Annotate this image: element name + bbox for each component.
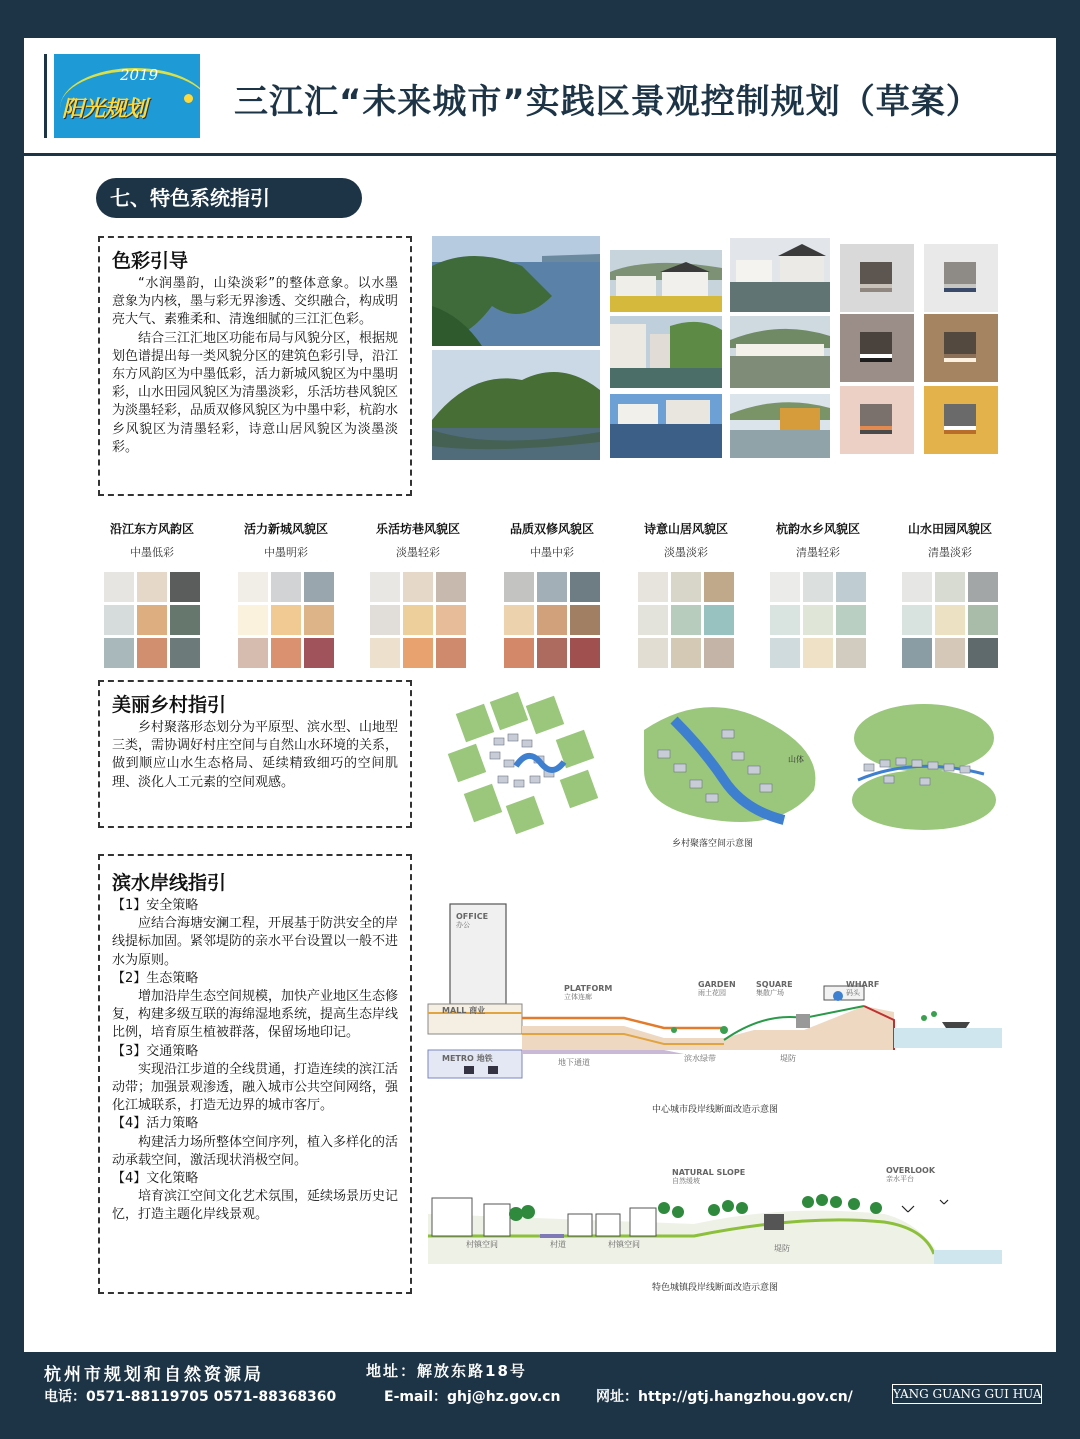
color-swatch: [803, 638, 833, 668]
color-swatch: [704, 638, 734, 668]
zone-swatch-grid: [104, 572, 200, 668]
mountain-label: 山体: [788, 755, 804, 764]
town-section-caption: 特色城镇段岸线断面改造示意图: [652, 1283, 779, 1293]
color-swatch: [370, 638, 400, 668]
village-diagrams: [444, 690, 1004, 838]
platform-label: [564, 984, 612, 1002]
strategy-body: 应结合海塘安澜工程，开展基于防洪安全的岸线提标加固。紧邻堤防的亲水平台设置以一般不进水为原则。: [112, 916, 399, 968]
hill-village-diagram: [852, 704, 996, 830]
zone-subtitle: 清墨轻彩: [796, 546, 840, 559]
color-swatch: [537, 572, 567, 602]
village-para: 乡村聚落形态划分为平原型、滨水型、山地型三类，需协调好村庄空间与自然山水环境的关系，做到顺应山水生态格局、延续精致细巧的空间肌理、淡化人工元素的空间观感。: [112, 720, 399, 790]
section-title: 七、特色系统指引: [96, 178, 362, 218]
overlook-cn: 亲水平台: [886, 1175, 914, 1183]
color-swatch: [304, 572, 334, 602]
color-swatch: [304, 638, 334, 668]
color-swatch: [370, 605, 400, 635]
waterside-village-diagram: [644, 707, 815, 822]
color-swatch: [271, 572, 301, 602]
color-swatch: [170, 638, 200, 668]
square-en: SQUARE: [756, 980, 793, 989]
footer-website[interactable]: 网址：http://gtj.hangzhou.gov.cn/: [596, 1389, 853, 1405]
color-swatch: [403, 572, 433, 602]
zone-swatch-grid: [238, 572, 334, 668]
garden-cn: 雨土花园: [698, 989, 726, 997]
color-swatch: [104, 605, 134, 635]
mall-en: MALL: [442, 1006, 467, 1015]
zone-swatch-grid: [638, 572, 734, 668]
square-cn: 集散广场: [756, 989, 784, 997]
color-swatch: [137, 572, 167, 602]
color-swatch: [770, 572, 800, 602]
color-swatch: [704, 605, 734, 635]
color-swatch: [436, 638, 466, 668]
color-swatch: [671, 638, 701, 668]
logo-name: 阳光规划: [62, 97, 147, 122]
color-swatch: [537, 605, 567, 635]
village-space-label: 村镇空间: [466, 1240, 498, 1249]
zone-subtitle: 中墨低彩: [130, 546, 174, 559]
village-photo-2: [730, 238, 830, 312]
village-photo-1: [610, 250, 722, 312]
wharf-en: WHARF: [846, 980, 880, 989]
village-diagram-caption: 乡村聚落空间示意图: [672, 839, 754, 849]
color-swatch: [238, 605, 268, 635]
palette-card: [924, 244, 998, 312]
color-swatch: [902, 638, 932, 668]
footer-phone: 电话：0571-88119705 0571-88368360: [44, 1389, 337, 1405]
waterfront-heading: 滨水岸线指引: [112, 872, 227, 894]
color-swatch: [104, 638, 134, 668]
footer-email[interactable]: E-mail：ghj@hz.gov.cn: [384, 1389, 561, 1405]
zone-swatch-grid: [370, 572, 466, 668]
zone-subtitle: 清墨淡彩: [928, 546, 972, 559]
village-heading: 美丽乡村指引: [112, 694, 227, 716]
waterfront-box: [98, 854, 412, 1294]
platform-cn: 立体连廊: [564, 993, 592, 1001]
palette-card: [924, 314, 998, 382]
color-swatch: [304, 605, 334, 635]
poster-sheet: [24, 38, 1056, 1352]
strategy-heading: 【3】交通策略: [112, 1043, 199, 1059]
waterfront-items: [112, 897, 398, 1225]
color-swatch: [170, 572, 200, 602]
color-swatch: [770, 605, 800, 635]
village-photo-6: [730, 394, 830, 458]
color-swatch: [504, 572, 534, 602]
color-guide-para2: 结合三江汇地区功能布局与风貌分区，根据规划色谱提出每一类风貌分区的建筑色彩引导，沿江东方风韵区为中墨低彩，活力新城风貌区为中墨明彩，山水田园风貌区为清墨淡彩，乐活坊巷风貌区为淡墨轻彩，品质双修风貌区为中墨中彩，杭韵水乡风貌区为清墨轻彩，诗意山居风貌区为淡墨淡彩。: [112, 330, 399, 455]
color-swatch: [537, 638, 567, 668]
strategy-body: 构建活力场所整体空间序列，植入多样化的活动承载空间，激活现状消极空间。: [112, 1134, 399, 1168]
zone-subtitle: 中墨中彩: [530, 546, 574, 559]
village-photo-4: [730, 316, 830, 388]
zone-subtitle: 淡墨轻彩: [396, 546, 440, 559]
header-divider: [44, 54, 47, 138]
palette-card: [840, 386, 914, 454]
color-swatch: [137, 605, 167, 635]
village-box: [98, 680, 412, 828]
color-swatch: [436, 572, 466, 602]
dike-label-2: 堤防: [774, 1244, 790, 1253]
overlook-label: [886, 1166, 935, 1184]
color-swatch: [638, 638, 668, 668]
dike-label-1: 堤防: [780, 1054, 796, 1063]
strategy-body: 实现沿江步道的全线贯通，打造连续的滨江活动带；加强景观渗透，融入城市公共空间网络，强化江城联系，打造无边界的城市客厅。: [112, 1061, 399, 1114]
wharf-label: [846, 980, 879, 998]
metro-cn: 地铁: [476, 1054, 493, 1063]
color-swatch: [770, 638, 800, 668]
footer: [0, 1356, 1080, 1439]
footer-org: 杭州市规划和自然资源局: [44, 1365, 264, 1385]
color-swatch: [104, 572, 134, 602]
color-guide-para1: “水润墨韵，山染淡彩”的整体意象。以水墨意象为内核，墨与彩无界渗透、交织融合，构成明亮大气、素雅柔和、清逸细腻的三江汇色彩。: [112, 276, 399, 328]
garden-en: GARDEN: [698, 980, 736, 989]
zone-title: 品质双修风貌区: [509, 522, 594, 536]
color-swatch: [570, 572, 600, 602]
plain-village-diagram: [448, 692, 598, 834]
color-swatch: [803, 605, 833, 635]
color-swatch: [570, 605, 600, 635]
office-cn: 办公: [456, 921, 470, 929]
town-section-diagram: [424, 1174, 1004, 1264]
mall-label: [442, 1006, 485, 1015]
color-swatch: [570, 638, 600, 668]
platform-en: PLATFORM: [564, 984, 613, 993]
square-label: [756, 980, 793, 998]
color-swatch: [836, 605, 866, 635]
garden-label: [698, 980, 736, 998]
zone-subtitle: 中墨明彩: [264, 546, 308, 559]
color-guide-heading: 色彩引导: [112, 250, 189, 272]
color-swatch: [836, 572, 866, 602]
village-photo-3: [610, 316, 722, 388]
color-swatch: [902, 572, 932, 602]
mall-cn: 商业: [469, 1006, 486, 1015]
logo-year: 2019: [120, 66, 159, 84]
color-swatch: [403, 605, 433, 635]
color-swatch: [803, 572, 833, 602]
footer-address: 地址：解放东路18号: [366, 1362, 527, 1380]
underpass-label: 地下通道: [558, 1058, 590, 1067]
zone-title: 乐活坊巷风貌区: [375, 522, 460, 536]
village-space-label-2: 村镇空间: [608, 1240, 640, 1249]
strategy-heading: 【4】活力策略: [112, 1116, 199, 1132]
color-swatch: [504, 605, 534, 635]
color-swatch: [170, 605, 200, 635]
color-swatch: [403, 638, 433, 668]
color-swatch: [638, 572, 668, 602]
color-swatch: [638, 605, 668, 635]
color-swatch: [671, 605, 701, 635]
footer-brand: YANG GUANG GUI HUA: [892, 1384, 1042, 1404]
strategy-heading: 【1】安全策略: [112, 898, 199, 913]
zone-title: 山水田园风貌区: [907, 522, 992, 536]
zone-subtitle: 淡墨淡彩: [664, 546, 708, 559]
color-swatch: [271, 605, 301, 635]
color-swatch: [935, 638, 965, 668]
color-swatch: [504, 638, 534, 668]
village-photo-5: [610, 394, 722, 458]
color-swatch: [968, 572, 998, 602]
zone-title: 杭韵水乡风貌区: [775, 522, 860, 536]
zone-title: 活力新城风貌区: [243, 522, 328, 536]
strategy-body: 培育滨江空间文化艺术氛围，延续场景历史记忆，打造主题化岸线景观。: [112, 1189, 399, 1223]
header: [24, 38, 1056, 156]
logo-dot: [184, 94, 193, 103]
zone-swatch-grid: [504, 572, 600, 668]
color-guide-box: [98, 236, 412, 496]
color-swatch: [436, 605, 466, 635]
urban-section-caption: 中心城市段岸线断面改造示意图: [652, 1105, 779, 1115]
palette-card: [840, 314, 914, 382]
color-swatch: [968, 605, 998, 635]
color-swatch: [968, 638, 998, 668]
wharf-cn: 码头: [846, 989, 860, 997]
office-label: [456, 912, 488, 930]
strategy-body: 增加沿岸生态空间规模，加快产业地区生态修复，构建多级互联的海绵湿地系统，提高生态岸线比例，培育原生植被群落，保留场地印记。: [112, 989, 399, 1041]
slope-en: NATURAL SLOPE: [672, 1168, 746, 1177]
logo: [54, 54, 200, 138]
landscape-photo-2: [432, 350, 600, 460]
metro-label: [442, 1054, 493, 1063]
color-swatch: [271, 638, 301, 668]
natural-slope-label: [672, 1168, 745, 1186]
office-en: OFFICE: [456, 912, 489, 921]
palette-card: [840, 244, 914, 312]
overlook-en: OVERLOOK: [886, 1166, 936, 1175]
zone-swatch-grid: [902, 572, 998, 668]
color-swatch: [704, 572, 734, 602]
color-swatch: [935, 572, 965, 602]
color-swatch: [836, 638, 866, 668]
page-title: 三江汇“未来城市”实践区景观控制规划（草案）: [234, 82, 981, 122]
color-swatch: [671, 572, 701, 602]
zone-title: 诗意山居风貌区: [643, 522, 728, 536]
village-road-label: 村道: [550, 1240, 566, 1249]
color-swatch: [902, 605, 932, 635]
slope-cn: 自然缓坡: [672, 1177, 700, 1185]
color-swatch: [935, 605, 965, 635]
zone-swatch-grid: [770, 572, 866, 668]
zone-title: 沿江东方风韵区: [109, 522, 194, 536]
metro-en: METRO: [442, 1054, 474, 1063]
strategy-heading: 【2】生态策略: [112, 970, 199, 986]
color-swatch: [370, 572, 400, 602]
color-swatch: [238, 572, 268, 602]
green-belt-label: 滨水绿带: [684, 1054, 716, 1063]
color-swatch: [238, 638, 268, 668]
strategy-heading: 【4】文化策略: [112, 1171, 199, 1187]
landscape-photo-1: [432, 236, 600, 346]
color-swatch: [137, 638, 167, 668]
palette-card: [924, 386, 998, 454]
